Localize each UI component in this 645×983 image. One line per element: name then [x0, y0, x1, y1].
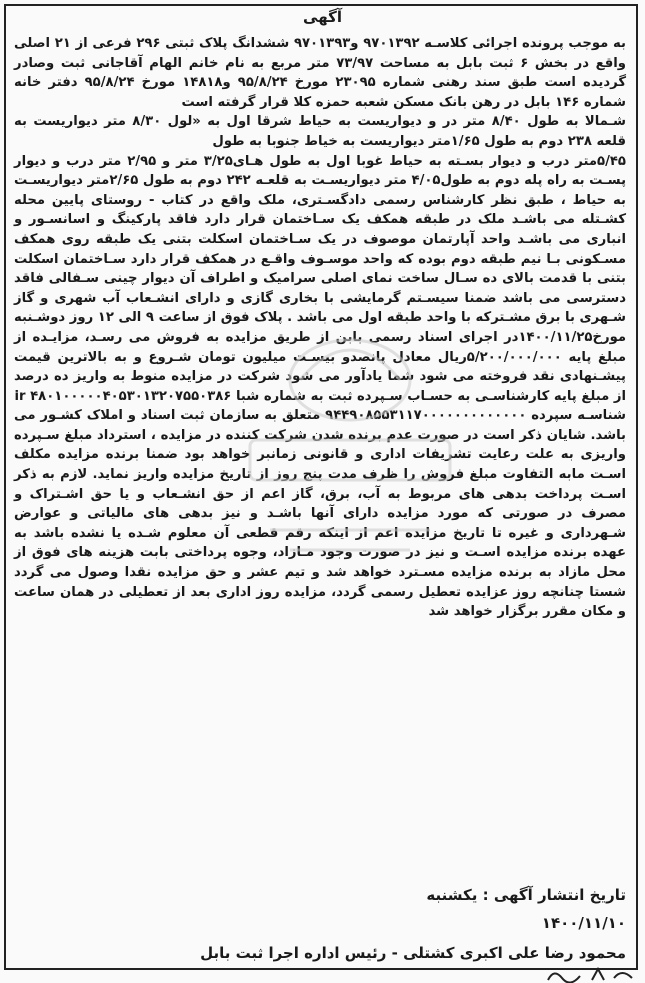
notice-body	[14, 34, 626, 622]
paragraph-boundaries-north: شـمالا به طول ۸/۴۰ متر در و دیواریست به حیاط شرقا اول به «لول ۸/۳۰ متر دیواریست به قلعه ۲۳۸ دوم به طول ۱/۶۵متر دیواریست به خیاط جنوبا به طول	[14, 114, 626, 149]
notice-title: آگهی	[303, 8, 342, 26]
publication-date-label: تاریخ انتشار آگهی : یکشنبه	[426, 886, 626, 904]
handwritten-mark	[540, 966, 640, 983]
paragraph-property-details: به موجب پرونده اجرائی کلاسـه ۹۷۰۱۳۹۲ و۹۷۰۱۳۹۳ ششدانگ پلاک ثبتی ۲۹۶ فرعی از ۲۱ اصلی واقع در بخش ۶ ثبت بابل به مساحت ۷۳/۹۷ متر مربع به نام خانم الهام آقاجانی ثبت وصادر گردیده است طبق سند رهنی شماره ۲۳۰۹۵ مورخ ۹۵/۸/۲۴ و۱۴۸۱۸ مورخ ۹۵/۸/۲۴ دفتر خانه شماره ۱۴۶ بابل در رهن بانک مسکن شعبه حمزه کلا قرار گرفته است	[14, 36, 626, 110]
paragraph-boundaries-and-auction: ۵/۴۵متر درب و دیوار بسـته به حیاط غوبا اول به طول هـای۳/۲۵ متر و ۲/۹۵ متر درب و دیوار پسـت به راه پله دوم به طول۴/۰۵ متر دیواریسـت به قلعـه ۲۴۲ دوم به طول ۲/۶۵متر دیواریسـت به حیاط ، طبق نظر کارشناس رسمی دادگسـتری، ملک واقع در کتاب - روستای پایین محله کشـتله می باشـد ملک در طبقه همکف یک سـاختمان قرار دارد فاقد پارکینگ و اسانسـور و انباری می باشـد واحد آپارتمان موصوف در یک سـاختمان اسکلت بتنی یک طبقه روی همکف مسـکونی بـا نیم طبقه دوم بوده که واحد موسـوف واقـع در همکف قرار دارد سـاختمان اسکلت بتنی با قدمت بالای ده سـال ساخت نمای اصلی سرامیک و اطراف آن دیوار چینی سـفالی فاقد دسترسی می باشد ضمنا سیسـتم گرمایشی با بخاری گازی و دارای انشـعاب آب شهری و گاز شـهری با برق مشـترکه با واحد طبقه اول می باشد . پلاک فوق از ساعت ۹ الی ۱۲ روز دوشـنبه مورخ۱۴۰۰/۱۱/۲۵در اجرای اسناد رسمی بابن از طریق مزایده به فروش می رسـد، مزایـده از مبلغ پایه ۵/۲۰۰/۰۰۰/۰۰۰ریال معادل پانصدو بیسـت میلیون تومان شـروع و به بالاترین قیمت پیشـنهادی نقد فروخته می شود شما یادآور می شود شرکت در مزایده منوط به واریز ده درصد از مبلغ پایه کارشناسـی به حسـاب سـپرده ثبت به شماره شبا ir ۴۸۰۱۰۰۰۰۰۴۰۵۳۰۱۳۲۰۷۵۵۰۳۸۶	[14, 153, 627, 404]
signature-line: محمود رضا علی اکبری کشتلی - رئیس اداره اجرا ثبت بابل	[200, 944, 626, 962]
paragraph-deposit-and-terms: شناسـه سپرده ۹۴۴۹۰۸۵۵۳۱۱۷۰۰۰۰۰۰۰۰۰۰۰۰۰ متعلق به سازمان ثبت اسناد و املاک کشـور می باشد. شایان ذکر است در صورت عدم برنده شدن شرکت کننده در مزایده ، استرداد مبلغ سـپرده واریزی به علت رعایت تشریفات اداری و قانونی زمانبر خواهد بود ضمنا برنده مزایده مکلف اسـت مابه التفاوت مبلغ فروش را ظرف مدت پنج روز از تاریخ مزایده واریز نماید. لازم به ذکر اسـت پرداخت بدهی های مربوط به آب، برق، گاز اعم از حق انشـعاب و یا حق اشـتراک و مصرف در صورتی که مورد مزایده دارای آنها باشـد و نیز بدهی های مالیاتی و عوارض شـهرداری و غیره تا تاریخ مزایده اعم از اینکه رقم قطعی آن معلوم شـده یا نشده باشد به عهده برنده مزایده اسـت و نیز در صورت وجود مـازاد، وجوه پرداختی بابت هزینه های فوق از محل مازاد به برنده مزایده مسـترد خواهد شد و تیم عشر و حق مزایده نقدا وصول می گردد شستا چنانچه روز عزایده تعطیل رسمی گردد، مزایده روز اداری بعد از تعطیلی در همان ساعت و مکان مقرر برگزار خواهد شد	[14, 408, 626, 620]
publication-date: ۱۴۰۰/۱۱/۱۰	[541, 914, 626, 932]
